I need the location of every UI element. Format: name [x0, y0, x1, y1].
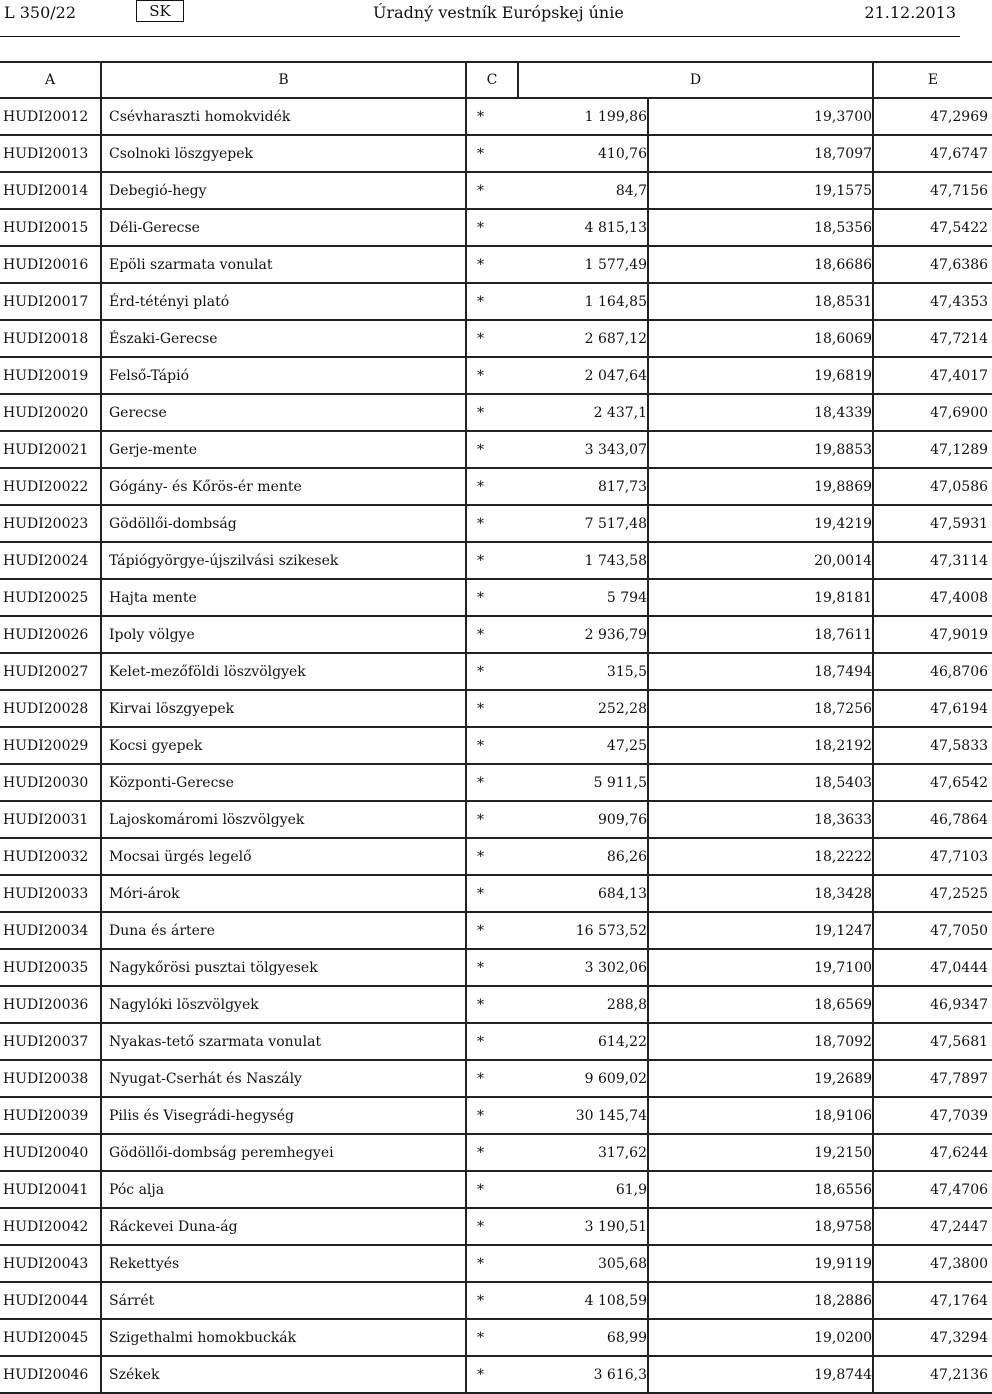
area-cell: 252,28: [518, 690, 648, 727]
table-row: [0, 1171, 992, 1208]
area-cell: 61,9: [518, 1171, 648, 1208]
marker-cell: *: [466, 98, 518, 135]
site-name-cell: Ipoly völgye: [101, 616, 466, 653]
area-cell: 817,73: [518, 468, 648, 505]
longitude-cell: 18,8531: [648, 283, 873, 320]
longitude-cell: 19,7100: [648, 949, 873, 986]
site-name-cell: Felső-Tápió: [101, 357, 466, 394]
site-name-cell: Epöli szarmata vonulat: [101, 246, 466, 283]
site-name-cell: Déli-Gerecse: [101, 209, 466, 246]
area-cell: 317,62: [518, 1134, 648, 1171]
longitude-cell: 18,7092: [648, 1023, 873, 1060]
marker-cell: *: [466, 875, 518, 912]
table-body: [0, 98, 992, 1393]
latitude-cell: 47,6747: [873, 135, 992, 172]
area-cell: 410,76: [518, 135, 648, 172]
site-name-cell: Érd-tétényi plató: [101, 283, 466, 320]
site-name-cell: Csévharaszti homokvidék: [101, 98, 466, 135]
latitude-cell: 47,7103: [873, 838, 992, 875]
marker-cell: *: [466, 320, 518, 357]
site-code-cell: HUDI20037: [0, 1023, 101, 1060]
longitude-cell: 18,9758: [648, 1208, 873, 1245]
table-row: [0, 1134, 992, 1171]
table-row: [0, 653, 992, 690]
site-code-cell: HUDI20038: [0, 1060, 101, 1097]
marker-cell: *: [466, 1356, 518, 1393]
site-code-cell: HUDI20027: [0, 653, 101, 690]
site-name-cell: Gödöllői-dombság: [101, 505, 466, 542]
marker-cell: *: [466, 505, 518, 542]
longitude-cell: 18,5403: [648, 764, 873, 801]
site-code-cell: HUDI20013: [0, 135, 101, 172]
area-cell: 5 794: [518, 579, 648, 616]
page-header: [0, 0, 960, 26]
area-cell: 1 577,49: [518, 246, 648, 283]
area-cell: 2 437,1: [518, 394, 648, 431]
area-cell: 909,76: [518, 801, 648, 838]
latitude-cell: 47,6386: [873, 246, 992, 283]
latitude-cell: 47,6542: [873, 764, 992, 801]
latitude-cell: 47,2447: [873, 1208, 992, 1245]
latitude-cell: 47,7050: [873, 912, 992, 949]
table-row: [0, 542, 992, 579]
marker-cell: *: [466, 838, 518, 875]
site-code-cell: HUDI20012: [0, 98, 101, 135]
site-code-cell: HUDI20019: [0, 357, 101, 394]
marker-cell: *: [466, 1282, 518, 1319]
latitude-cell: 47,1764: [873, 1282, 992, 1319]
latitude-cell: 46,8706: [873, 653, 992, 690]
site-name-cell: Ráckevei Duna-ág: [101, 1208, 466, 1245]
site-name-cell: Szigethalmi homokbuckák: [101, 1319, 466, 1356]
latitude-cell: 46,9347: [873, 986, 992, 1023]
longitude-cell: 19,6819: [648, 357, 873, 394]
table-row: [0, 172, 992, 209]
table-row: [0, 764, 992, 801]
latitude-cell: 47,5833: [873, 727, 992, 764]
latitude-cell: 47,7897: [873, 1060, 992, 1097]
longitude-cell: 18,2886: [648, 1282, 873, 1319]
site-code-cell: HUDI20018: [0, 320, 101, 357]
table-row: [0, 1356, 992, 1393]
header-divider: [0, 36, 960, 37]
area-cell: 3 190,51: [518, 1208, 648, 1245]
longitude-cell: 19,2689: [648, 1060, 873, 1097]
site-code-cell: HUDI20034: [0, 912, 101, 949]
area-cell: 2 047,64: [518, 357, 648, 394]
site-code-cell: HUDI20017: [0, 283, 101, 320]
longitude-cell: 19,9119: [648, 1245, 873, 1282]
site-name-cell: Hajta mente: [101, 579, 466, 616]
site-code-cell: HUDI20039: [0, 1097, 101, 1134]
table-row: [0, 1023, 992, 1060]
marker-cell: *: [466, 209, 518, 246]
journal-title: Úradný vestník Európskej únie: [373, 3, 624, 22]
column-header-a: A: [0, 62, 101, 98]
latitude-cell: 47,3800: [873, 1245, 992, 1282]
marker-cell: *: [466, 727, 518, 764]
latitude-cell: 47,3294: [873, 1319, 992, 1356]
table-row: [0, 838, 992, 875]
latitude-cell: 47,6194: [873, 690, 992, 727]
marker-cell: *: [466, 246, 518, 283]
table-row: [0, 986, 992, 1023]
marker-cell: *: [466, 1060, 518, 1097]
site-code-cell: HUDI20016: [0, 246, 101, 283]
marker-cell: *: [466, 1245, 518, 1282]
site-name-cell: Kirvai löszgyepek: [101, 690, 466, 727]
area-cell: 2 936,79: [518, 616, 648, 653]
table-row: [0, 949, 992, 986]
site-code-cell: HUDI20028: [0, 690, 101, 727]
site-name-cell: Gógány- és Kőrös-ér mente: [101, 468, 466, 505]
site-name-cell: Sárrét: [101, 1282, 466, 1319]
longitude-cell: 18,2222: [648, 838, 873, 875]
area-cell: 68,99: [518, 1319, 648, 1356]
longitude-cell: 18,5356: [648, 209, 873, 246]
site-name-cell: Pilis és Visegrádi-hegység: [101, 1097, 466, 1134]
area-cell: 315,5: [518, 653, 648, 690]
latitude-cell: 47,0444: [873, 949, 992, 986]
page-number: L 350/22: [4, 3, 76, 22]
area-cell: 30 145,74: [518, 1097, 648, 1134]
site-code-cell: HUDI20045: [0, 1319, 101, 1356]
marker-cell: *: [466, 579, 518, 616]
table-row: [0, 357, 992, 394]
table-row: [0, 394, 992, 431]
table-row: [0, 283, 992, 320]
marker-cell: *: [466, 431, 518, 468]
site-code-cell: HUDI20035: [0, 949, 101, 986]
table-row: [0, 690, 992, 727]
site-name-cell: Debegió-hegy: [101, 172, 466, 209]
column-header-e: E: [873, 62, 992, 98]
site-name-cell: Móri-árok: [101, 875, 466, 912]
longitude-cell: 19,1247: [648, 912, 873, 949]
marker-cell: *: [466, 1134, 518, 1171]
column-header-c: C: [466, 62, 518, 98]
table-row: [0, 1282, 992, 1319]
column-header-b: B: [101, 62, 466, 98]
marker-cell: *: [466, 801, 518, 838]
area-cell: 1 164,85: [518, 283, 648, 320]
longitude-cell: 19,2150: [648, 1134, 873, 1171]
area-cell: 86,26: [518, 838, 648, 875]
table-row: [0, 1245, 992, 1282]
site-code-cell: HUDI20014: [0, 172, 101, 209]
longitude-cell: 19,8744: [648, 1356, 873, 1393]
site-name-cell: Duna és ártere: [101, 912, 466, 949]
longitude-cell: 18,4339: [648, 394, 873, 431]
marker-cell: *: [466, 1023, 518, 1060]
site-code-cell: HUDI20024: [0, 542, 101, 579]
site-code-cell: HUDI20025: [0, 579, 101, 616]
longitude-cell: 18,6569: [648, 986, 873, 1023]
area-cell: 4 108,59: [518, 1282, 648, 1319]
marker-cell: *: [466, 653, 518, 690]
latitude-cell: 47,4008: [873, 579, 992, 616]
area-cell: 3 343,07: [518, 431, 648, 468]
site-code-cell: HUDI20021: [0, 431, 101, 468]
latitude-cell: 47,2136: [873, 1356, 992, 1393]
longitude-cell: 18,7256: [648, 690, 873, 727]
table-row: [0, 1319, 992, 1356]
sites-table: [0, 61, 992, 1394]
marker-cell: *: [466, 542, 518, 579]
area-cell: 614,22: [518, 1023, 648, 1060]
longitude-cell: 18,7611: [648, 616, 873, 653]
latitude-cell: 47,3114: [873, 542, 992, 579]
latitude-cell: 47,7039: [873, 1097, 992, 1134]
longitude-cell: 19,3700: [648, 98, 873, 135]
table-row: [0, 1060, 992, 1097]
area-cell: 3 616,3: [518, 1356, 648, 1393]
marker-cell: *: [466, 1319, 518, 1356]
area-cell: 2 687,12: [518, 320, 648, 357]
marker-cell: *: [466, 1171, 518, 1208]
table-row: [0, 246, 992, 283]
site-code-cell: HUDI20033: [0, 875, 101, 912]
marker-cell: *: [466, 172, 518, 209]
marker-cell: *: [466, 690, 518, 727]
latitude-cell: 47,5681: [873, 1023, 992, 1060]
table-row: [0, 727, 992, 764]
marker-cell: *: [466, 135, 518, 172]
latitude-cell: 47,5422: [873, 209, 992, 246]
area-cell: 5 911,5: [518, 764, 648, 801]
site-code-cell: HUDI20032: [0, 838, 101, 875]
marker-cell: *: [466, 912, 518, 949]
site-name-cell: Gödöllői-dombság peremhegyei: [101, 1134, 466, 1171]
table-row: [0, 98, 992, 135]
table-header-row: [0, 62, 992, 98]
longitude-cell: 18,2192: [648, 727, 873, 764]
latitude-cell: 47,6244: [873, 1134, 992, 1171]
site-code-cell: HUDI20044: [0, 1282, 101, 1319]
marker-cell: *: [466, 1208, 518, 1245]
site-name-cell: Északi-Gerecse: [101, 320, 466, 357]
site-code-cell: HUDI20015: [0, 209, 101, 246]
latitude-cell: 47,7214: [873, 320, 992, 357]
latitude-cell: 47,0586: [873, 468, 992, 505]
site-name-cell: Nyugat-Cserhát és Naszály: [101, 1060, 466, 1097]
site-name-cell: Lajoskomáromi löszvölgyek: [101, 801, 466, 838]
area-cell: 288,8: [518, 986, 648, 1023]
longitude-cell: 19,1575: [648, 172, 873, 209]
table-row: [0, 468, 992, 505]
latitude-cell: 47,5931: [873, 505, 992, 542]
area-cell: 1 199,86: [518, 98, 648, 135]
latitude-cell: 47,6900: [873, 394, 992, 431]
site-code-cell: HUDI20040: [0, 1134, 101, 1171]
site-code-cell: HUDI20026: [0, 616, 101, 653]
site-name-cell: Nagykőrösi pusztai tölgyesek: [101, 949, 466, 986]
marker-cell: *: [466, 357, 518, 394]
longitude-cell: 18,7097: [648, 135, 873, 172]
site-code-cell: HUDI20023: [0, 505, 101, 542]
area-cell: 3 302,06: [518, 949, 648, 986]
area-cell: 9 609,02: [518, 1060, 648, 1097]
marker-cell: *: [466, 1097, 518, 1134]
longitude-cell: 18,3428: [648, 875, 873, 912]
site-code-cell: HUDI20036: [0, 986, 101, 1023]
latitude-cell: 47,1289: [873, 431, 992, 468]
site-name-cell: Központi-Gerecse: [101, 764, 466, 801]
longitude-cell: 18,6556: [648, 1171, 873, 1208]
marker-cell: *: [466, 616, 518, 653]
area-cell: 16 573,52: [518, 912, 648, 949]
site-name-cell: Gerecse: [101, 394, 466, 431]
area-cell: 684,13: [518, 875, 648, 912]
longitude-cell: 18,9106: [648, 1097, 873, 1134]
area-cell: 7 517,48: [518, 505, 648, 542]
site-code-cell: HUDI20031: [0, 801, 101, 838]
table-row: [0, 209, 992, 246]
longitude-cell: 18,6069: [648, 320, 873, 357]
site-code-cell: HUDI20022: [0, 468, 101, 505]
longitude-cell: 20,0014: [648, 542, 873, 579]
site-name-cell: Székek: [101, 1356, 466, 1393]
longitude-cell: 19,8181: [648, 579, 873, 616]
longitude-cell: 18,7494: [648, 653, 873, 690]
site-code-cell: HUDI20029: [0, 727, 101, 764]
site-name-cell: Kocsi gyepek: [101, 727, 466, 764]
site-code-cell: HUDI20041: [0, 1171, 101, 1208]
table-row: [0, 579, 992, 616]
table-row: [0, 1097, 992, 1134]
site-code-cell: HUDI20046: [0, 1356, 101, 1393]
longitude-cell: 19,8853: [648, 431, 873, 468]
site-name-cell: Nyakas-tető szarmata vonulat: [101, 1023, 466, 1060]
site-name-cell: Kelet-mezőföldi löszvölgyek: [101, 653, 466, 690]
site-name-cell: Póc alja: [101, 1171, 466, 1208]
latitude-cell: 47,4017: [873, 357, 992, 394]
marker-cell: *: [466, 986, 518, 1023]
longitude-cell: 19,4219: [648, 505, 873, 542]
site-name-cell: Nagylóki löszvölgyek: [101, 986, 466, 1023]
area-cell: 1 743,58: [518, 542, 648, 579]
site-name-cell: Gerje-mente: [101, 431, 466, 468]
longitude-cell: 19,0200: [648, 1319, 873, 1356]
table-row: [0, 505, 992, 542]
table-row: [0, 875, 992, 912]
longitude-cell: 18,6686: [648, 246, 873, 283]
marker-cell: *: [466, 468, 518, 505]
site-name-cell: Tápiógyörgye-újszilvási szikesek: [101, 542, 466, 579]
longitude-cell: 19,8869: [648, 468, 873, 505]
table-row: [0, 616, 992, 653]
column-header-d: D: [518, 62, 873, 98]
area-cell: 47,25: [518, 727, 648, 764]
marker-cell: *: [466, 949, 518, 986]
table-row: [0, 431, 992, 468]
latitude-cell: 47,2525: [873, 875, 992, 912]
area-cell: 305,68: [518, 1245, 648, 1282]
site-code-cell: HUDI20042: [0, 1208, 101, 1245]
language-badge: SK: [136, 0, 184, 22]
site-name-cell: Csolnoki löszgyepek: [101, 135, 466, 172]
longitude-cell: 18,3633: [648, 801, 873, 838]
area-cell: 4 815,13: [518, 209, 648, 246]
table-row: [0, 912, 992, 949]
table-row: [0, 801, 992, 838]
table-row: [0, 320, 992, 357]
site-name-cell: Mocsai ürgés legelő: [101, 838, 466, 875]
table-row: [0, 1208, 992, 1245]
publication-date: 21.12.2013: [864, 3, 956, 22]
area-cell: 84,7: [518, 172, 648, 209]
latitude-cell: 47,7156: [873, 172, 992, 209]
marker-cell: *: [466, 283, 518, 320]
site-code-cell: HUDI20020: [0, 394, 101, 431]
latitude-cell: 46,7864: [873, 801, 992, 838]
latitude-cell: 47,9019: [873, 616, 992, 653]
site-name-cell: Rekettyés: [101, 1245, 466, 1282]
latitude-cell: 47,2969: [873, 98, 992, 135]
latitude-cell: 47,4353: [873, 283, 992, 320]
site-code-cell: HUDI20043: [0, 1245, 101, 1282]
table-row: [0, 135, 992, 172]
marker-cell: *: [466, 394, 518, 431]
marker-cell: *: [466, 764, 518, 801]
latitude-cell: 47,4706: [873, 1171, 992, 1208]
site-code-cell: HUDI20030: [0, 764, 101, 801]
